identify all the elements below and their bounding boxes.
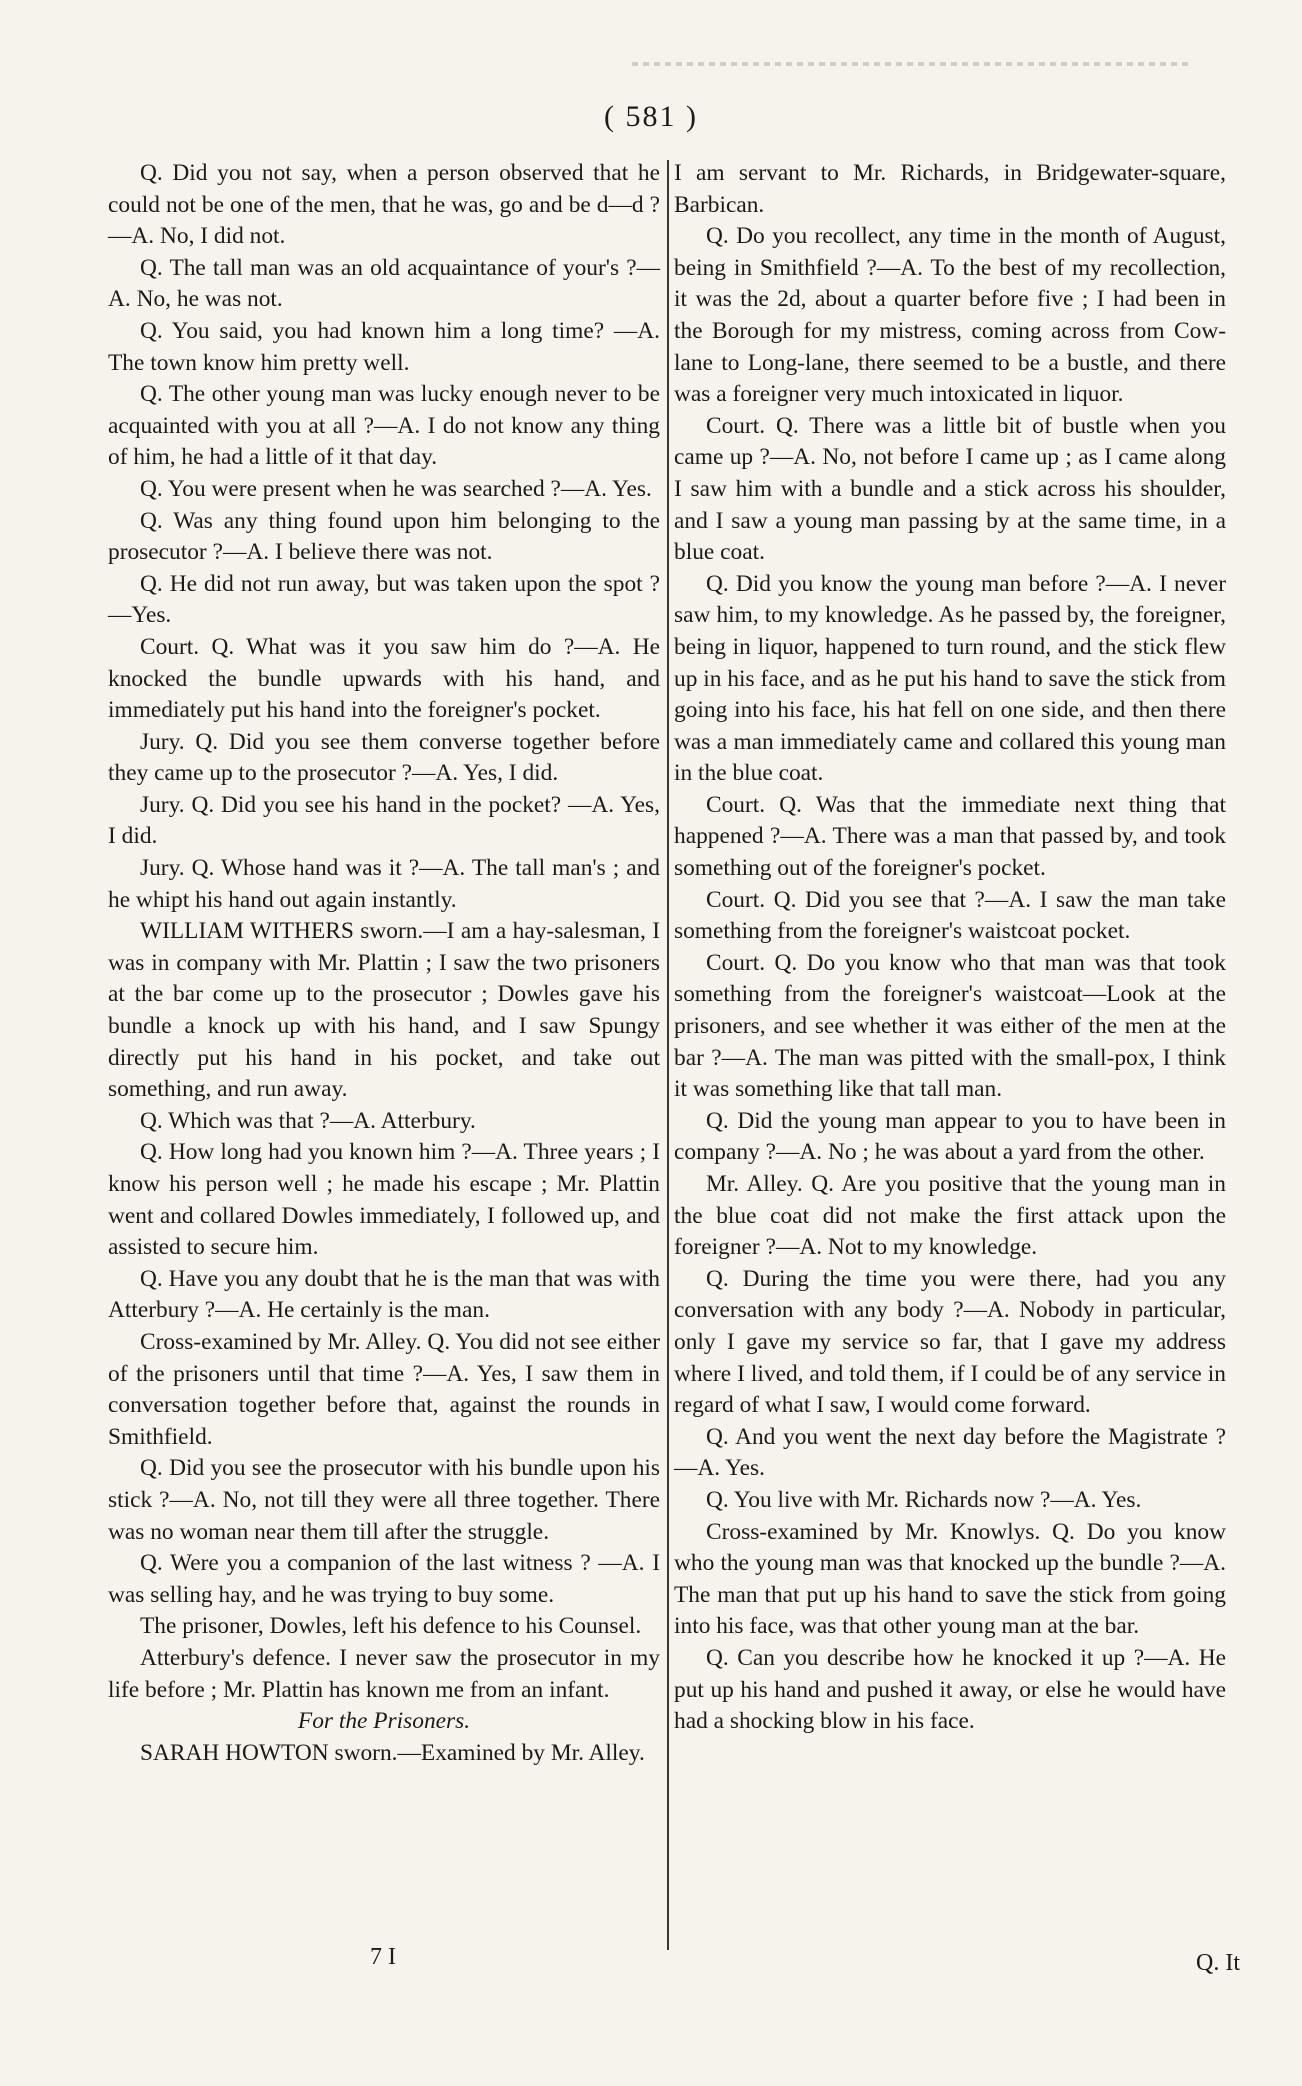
paragraph: Q. And you went the next day before the Magistrate ?—A. Yes. <box>674 1423 1226 1482</box>
paragraph: Q. Can you describe how he knocked it up ?—A. He put up his hand and pushed it away, or else he would have had a shocking blow in his face. <box>674 1644 1226 1735</box>
paragraph: Q. Were you a companion of the last witness ? —A. I was selling hay, and he was trying to buy some. <box>108 1550 660 1608</box>
right-column <box>674 158 1226 1738</box>
show-through-bleed <box>632 62 1192 66</box>
cross-examination: Cross-examined by Mr. Knowlys. Q. Do you know who the young man was that knocked up the bundle ?—A. The man that put up his hand to save the stick from going into his face, was that other young man at the bar. <box>674 1518 1226 1640</box>
witness-heading: WILLIAM WITHERS sworn.—I am a hay-salesman, I was in company with Mr. Plattin ; I saw the two prisoners at the bar come up to the prosecutor ; Dowles gave his bundle a knock up with his hand, and I saw Spungy directly put his hand in his pocket, and take out something, and run away. <box>108 918 660 1103</box>
paragraph: Jury. Q. Did you see his hand in the pocket? —A. Yes, I did. <box>108 791 660 850</box>
paragraph: Q. Did the young man appear to you to have been in company ?—A. No ; he was about a yard from the other. <box>674 1107 1226 1166</box>
section-heading: For the Prisoners. <box>297 1708 471 1735</box>
paragraph: Court. Q. Was that the immediate next thing that happened ?—A. There was a man that passed by, and took something out of the foreigner's pocket. <box>674 791 1226 882</box>
paragraph: Q. The other young man was lucky enough never to be acquainted with you at all ?—A. I do not know any thing of him, he had a little of it that day. <box>108 381 660 471</box>
paragraph: Q. Did you not say, when a person observed that he could not be one of the men, that he was, go and be d—d ?—A. No, I did not. <box>108 160 660 250</box>
paragraph: Jury. Q. Whose hand was it ?—A. The tall man's ; and he whipt his hand out again instantly. <box>108 855 660 913</box>
paragraph: Q. You live with Mr. Richards now ?—A. Yes. <box>706 1486 1142 1513</box>
paragraph: Court. Q. What was it you saw him do ?—A. He knocked the bundle upwards with his hand, and immediately put his hand into the foreigner's pocket. <box>108 633 660 724</box>
paragraph: Mr. Alley. Q. Are you positive that the young man in the blue coat did not make the first attack upon the foreigner ?—A. Not to my knowledge. <box>674 1171 1226 1261</box>
paragraph: Q. During the time you were there, had you any conversation with any body ?—A. Nobody in particular, only I gave my service so far, that I gave my address where I lived, and told them, if I could be of any service in regard of what I saw, I would come forward. <box>674 1265 1226 1419</box>
signature-mark: 7 I <box>370 1944 396 1970</box>
paragraph: Q. He did not run away, but was taken upon the spot ?—Yes. <box>108 570 660 629</box>
paragraph: I am servant to Mr. Richards, in Bridgewater-square, Barbican. <box>674 160 1226 218</box>
paragraph: The prisoner, Dowles, left his defence to his Counsel. <box>140 1613 642 1640</box>
page-number: ( 581 ) <box>604 100 698 133</box>
paragraph: Q. Do you recollect, any time in the month of August, being in Smithfield ?—A. To the best of my recollection, it was the 2d, about a quarter before five ; I had been in the Borough for my mistress, coming across from Cow-lane to Long-lane, there seemed to be a bustle, and there was a foreigner very much intoxicated in liquor. <box>674 223 1226 408</box>
paragraph: Q. How long had you known him ?—A. Three years ; I know his person well ; he made his escape ; Mr. Plattin went and collared Dowles immediately, I followed up, and assisted to secure him. <box>108 1139 660 1261</box>
paragraph: Q. Did you know the young man before ?—A. I never saw him, to my knowledge. As he passed by, the foreigner, being in liquor, happened to turn round, and the stick flew up in his face, and as he put his hand to save the stick from going into his face, his hat fell on one side, and then there was a man immediately came and collared this young man in the blue coat. <box>674 570 1226 787</box>
paragraph: Q. The tall man was an old acquaintance of your's ?—A. No, he was not. <box>108 254 660 313</box>
paragraph: Q. Have you any doubt that he is the man that was with Atterbury ?—A. He certainly is the man. <box>108 1265 660 1324</box>
paragraph: Court. Q. There was a little bit of bustle when you came up ?—A. No, not before I came up ; as I came along I saw him with a bundle and a stick across his shoulder, and I saw a young man passing by at the same time, in a blue coat. <box>674 412 1226 566</box>
paragraph: Q. Which was that ?—A. Atterbury. <box>140 1107 476 1134</box>
column-divider <box>667 160 669 1950</box>
cross-examination: Cross-examined by Mr. Alley. Q. You did not see either of the prisoners until that time ?—A. Yes, I saw them in conversation together before that, against the rounds in Smithfield. <box>108 1328 660 1450</box>
paragraph: Q. Was any thing found upon him belonging to the prosecutor ?—A. I believe there was not. <box>108 507 660 566</box>
paragraph: Q. Did you see the prosecutor with his bundle upon his stick ?—A. No, not till they were all three together. There was no woman near them till after the struggle. <box>108 1455 660 1545</box>
paragraph: Court. Q. Did you see that ?—A. I saw the man take something from the foreigner's waistcoat pocket. <box>674 886 1226 945</box>
paragraph: Q. You were present when he was searched ?—A. Yes. <box>140 475 652 502</box>
paragraph: Q. You said, you had known him a long time? —A. The town know him pretty well. <box>108 317 660 376</box>
paragraph: Court. Q. Do you know who that man was that took something from the foreigner's waistcoat—Look at the prisoners, and see whether it was either of the men at the bar ?—A. The man was pitted with the small-pox, I think it was something like that tall man. <box>674 949 1226 1103</box>
witness-heading: SARAH HOWTON sworn.—Examined by Mr. Alley. <box>140 1739 645 1766</box>
defence-statement: Atterbury's defence. I never saw the prosecutor in my life before ; Mr. Plattin has known me from an infant. <box>108 1644 660 1703</box>
left-column <box>108 158 660 1769</box>
paragraph: Jury. Q. Did you see them converse together before they came up to the prosecutor ?—A. Yes, I did. <box>108 728 660 787</box>
catchword: Q. It <box>1196 1950 1240 1976</box>
